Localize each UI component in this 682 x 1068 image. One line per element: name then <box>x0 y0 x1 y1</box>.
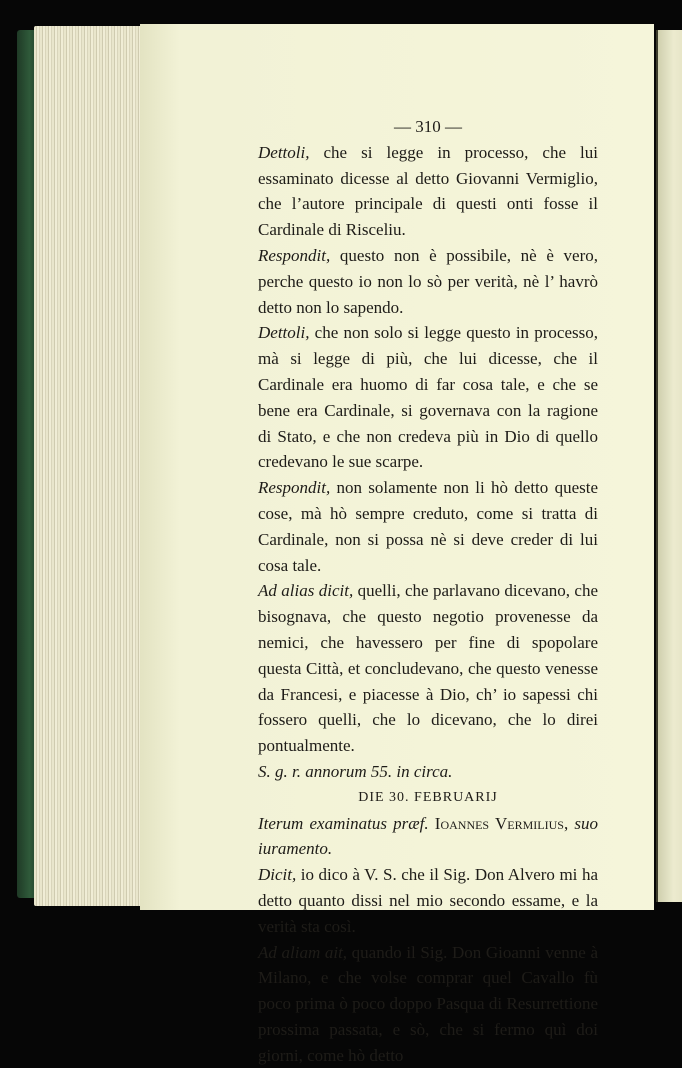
examinee-name: Ioannes Vermilius, <box>435 814 568 833</box>
section-heading: DIE 30. FEBRUARIJ <box>258 785 598 811</box>
page-stack-edges <box>34 26 146 906</box>
paragraph-5 <box>258 578 598 759</box>
paragraph-text: quelli, che parlavano dicevano, che bisognava, che questo negotio provenesse da nemici, che havessero per fine di spopolare questa Città, et concludevano, che questo venesse da Francesi, e piacesse à Dio, ch’ io sapessi chi fossero quelli, che lo dicevano, che lo direi pontualmente. <box>258 581 598 755</box>
paragraph-8 <box>258 940 598 1068</box>
paragraph-text: quando il Sig. Don Gioanni venne à Milano, e che volse comprar quel Cavallo fù poco prima ò poco doppo Pasqua di Resurrettione prossima passata, e sò, che si fermo quì doi giorni, come hò detto <box>258 943 598 1065</box>
examination-prefix: Iterum examinatus præf. <box>258 814 429 833</box>
paragraph-text: non solamente non li hò detto queste cose, mà hò sempre creduto, come si tratta di Cardinale, non si possa nè si deve creder di lui cosa tale. <box>258 478 598 574</box>
page-number: — 310 — <box>258 114 598 140</box>
paragraph-text: io dico à V. S. che il Sig. Don Alvero mi ha detto quanto dissi nel mio secondo essame, e la verità sta così. <box>258 865 598 936</box>
paragraph-6 <box>258 759 598 785</box>
paragraph-3 <box>258 320 598 475</box>
examination-suffix: suo iuramento. <box>258 814 598 859</box>
paragraph-lead: Respondit, <box>258 246 330 265</box>
paragraph-text: questo non è possibile, nè è vero, perche questo io non lo sò per verità, nè l’ havrò detto non lo sapendo. <box>258 246 598 317</box>
paragraph-lead: Dicit, <box>258 865 296 884</box>
paragraph-lead: Ad aliam ait, <box>258 943 347 962</box>
paragraph-text: che si legge in processo, che lui essaminato dicesse al detto Giovanni Vermiglio, che l’autore principale di questi onti fosse il Cardinale di Risceliu. <box>258 143 598 239</box>
paragraph-text: che non solo si legge questo in processo, mà si legge di più, che lui dicesse, che il Cardinale era huomo di far cosa tale, e che se bene era Cardinale, si governava con la ragione di Stato, e che non credeva più in Dio di quello credevano le sue scarpe. <box>258 323 598 471</box>
paragraph-1 <box>258 140 598 243</box>
examination-line <box>258 811 598 863</box>
paragraph-7 <box>258 862 598 939</box>
paragraph-lead: Dettoli, <box>258 323 309 342</box>
paragraph-2 <box>258 243 598 320</box>
paragraph-lead: Ad alias dicit, <box>258 581 353 600</box>
paragraph-lead: Dettoli, <box>258 143 309 162</box>
page-text <box>258 114 598 1068</box>
paragraph-lead: Respondit, <box>258 478 330 497</box>
facing-page-edge <box>656 30 682 902</box>
paragraph-4 <box>258 475 598 578</box>
paragraph-lead: S. g. r. annorum 55. in circa. <box>258 762 452 781</box>
